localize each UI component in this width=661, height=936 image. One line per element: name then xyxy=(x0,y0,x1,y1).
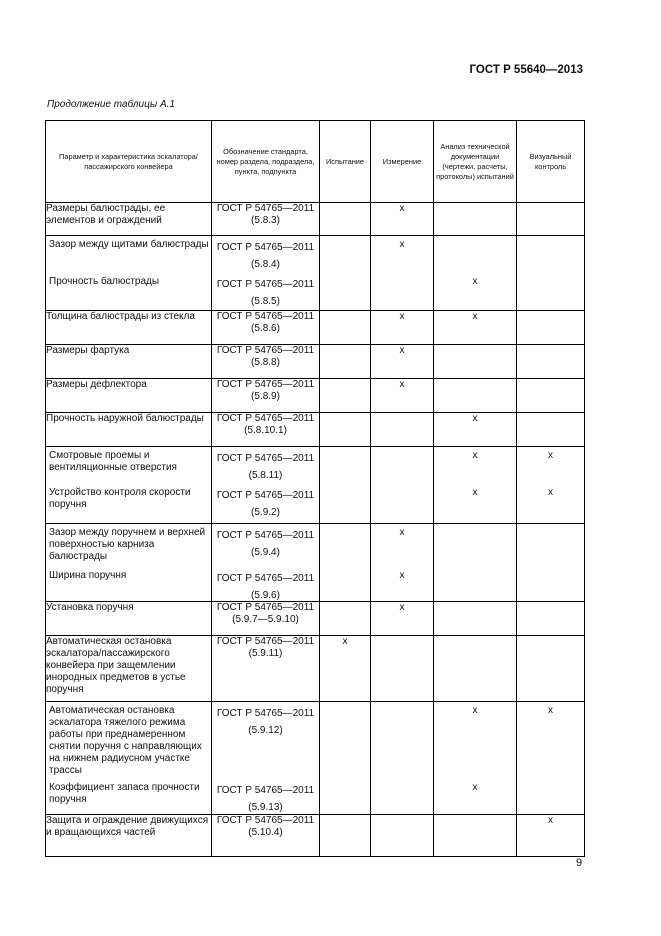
measure-cell xyxy=(371,447,433,484)
param-cell: Устройство контроля скорости поручня xyxy=(49,487,191,510)
docs-cell xyxy=(434,815,517,857)
standard-cell: ГОСТ Р 54765—2011 (5.9.6) xyxy=(216,573,315,601)
inspection-table xyxy=(45,120,585,857)
param-cell: Прочность балюстрады xyxy=(49,276,160,287)
header-parameter: Параметр и характеристика эскалатора/пассажирского конвейера xyxy=(46,121,212,203)
docs-cell: x xyxy=(472,276,478,287)
test-cell xyxy=(320,345,371,379)
docs-cell: x xyxy=(472,782,478,793)
param-cell: Защита и ограждение движущихся и вращающихся частей xyxy=(46,815,212,857)
docs-cell xyxy=(434,236,516,273)
visual-cell xyxy=(517,413,585,447)
param-cell: Установка поручня xyxy=(46,602,212,636)
standard-cell: ГОСТ Р 54765—2011 (5.9.11) xyxy=(212,636,320,702)
visual-cell xyxy=(517,379,585,413)
param-cell: Коэффициент запаса прочности поручня xyxy=(49,782,200,805)
measure-cell xyxy=(371,273,433,310)
param-cell: Размеры балюстрады, ее элементов и ограждений xyxy=(46,203,212,236)
standard-cell: ГОСТ Р 54765—2011 (5.8.10.1) xyxy=(212,413,320,447)
test-cell xyxy=(320,379,371,413)
measure-cell xyxy=(371,702,433,779)
measure-cell: x xyxy=(371,203,434,236)
visual-cell xyxy=(517,236,584,273)
test-cell xyxy=(320,524,370,567)
visual-cell xyxy=(517,273,584,310)
standard-cell: ГОСТ Р 54765—2011 (5.8.4) xyxy=(216,242,315,270)
docs-cell: x xyxy=(472,705,478,716)
table-row xyxy=(46,602,585,636)
visual-cell xyxy=(517,567,584,601)
measure-cell: x xyxy=(371,345,434,379)
measure-cell xyxy=(371,636,434,702)
param-cell: Зазор между щитами балюстрады xyxy=(49,239,209,250)
test-cell xyxy=(320,447,370,484)
test-cell xyxy=(320,815,371,857)
test-cell xyxy=(320,203,371,236)
param-cell: Размеры дефлектора xyxy=(46,379,212,413)
measure-cell: x xyxy=(371,602,434,636)
standard-cell: ГОСТ Р 54765—2011 (5.8.6) xyxy=(212,311,320,345)
test-cell xyxy=(320,484,370,523)
header-test: Испытание xyxy=(320,121,371,203)
param-cell: Толщина балюстрады из стекла xyxy=(46,311,212,345)
header-measurement: Измерение xyxy=(371,121,434,203)
test-cell xyxy=(320,236,370,273)
test-cell xyxy=(320,273,370,310)
docs-cell xyxy=(434,567,516,601)
standard-cell: ГОСТ Р 54765—2011 (5.10.4) xyxy=(212,815,320,857)
visual-cell: x xyxy=(517,815,585,857)
test-cell xyxy=(320,602,371,636)
table-row xyxy=(46,636,585,702)
document-code: ГОСТ Р 55640—2013 xyxy=(469,64,583,76)
visual-cell xyxy=(517,524,584,567)
table-row xyxy=(46,815,585,857)
table-header-row xyxy=(46,121,585,203)
table-row xyxy=(46,311,585,345)
docs-cell xyxy=(434,602,517,636)
measure-cell: x xyxy=(371,379,434,413)
measure-cell: x xyxy=(399,527,405,538)
docs-cell xyxy=(434,379,517,413)
header-doc-analysis: Анализ технической документации (чертежи, расчеты, протоколы) испытаний xyxy=(434,121,517,203)
visual-cell xyxy=(517,602,585,636)
docs-cell xyxy=(434,203,517,236)
standard-cell: ГОСТ Р 54765—2011 (5.9.12) xyxy=(216,708,315,736)
measure-cell: x xyxy=(399,570,405,581)
measure-cell: x xyxy=(399,239,405,250)
standard-cell: ГОСТ Р 54765—2011 (5.9.7—5.9.10) xyxy=(212,602,320,636)
table-row-group xyxy=(46,236,585,311)
param-cell: Смотровые проемы и вентиляционные отверстия xyxy=(49,450,177,473)
standard-cell: ГОСТ Р 54765—2011 (5.8.9) xyxy=(212,379,320,413)
page-number: 9 xyxy=(576,857,583,869)
param-cell: Ширина поручня xyxy=(49,570,127,581)
visual-cell: x xyxy=(548,487,553,498)
test-cell xyxy=(320,779,370,814)
param-cell: Прочность наружной балюстрады xyxy=(46,413,212,447)
measure-cell xyxy=(371,413,434,447)
param-cell: Размеры фартука xyxy=(46,345,212,379)
visual-cell: x xyxy=(548,450,553,461)
visual-cell xyxy=(517,779,584,814)
docs-cell xyxy=(434,636,517,702)
header-visual: Визуальный контроль xyxy=(517,121,585,203)
test-cell xyxy=(320,702,370,779)
header-standard: Обозначение стандарта, номер раздела, подраздела, пункта, подпункта xyxy=(212,121,320,203)
measure-cell: x xyxy=(371,311,434,345)
standard-cell: ГОСТ Р 54765—2011 (5.9.13) xyxy=(216,785,315,813)
table-row-group xyxy=(46,447,585,524)
table-row xyxy=(46,203,585,236)
test-cell xyxy=(320,311,371,345)
param-cell: Зазор между поручнем и верхней поверхностью карниза балюстрады xyxy=(49,527,206,562)
visual-cell: x xyxy=(548,705,553,716)
measure-cell xyxy=(371,779,433,814)
table-caption: Продолжение таблицы А.1 xyxy=(47,99,175,110)
visual-cell xyxy=(517,345,585,379)
docs-cell xyxy=(434,524,516,567)
standard-cell: ГОСТ Р 54765—2011 (5.8.5) xyxy=(216,279,315,307)
table-row-group xyxy=(46,524,585,602)
standard-cell: ГОСТ Р 54765—2011 (5.8.8) xyxy=(212,345,320,379)
test-cell: x xyxy=(320,636,371,702)
table-row-group xyxy=(46,702,585,815)
docs-cell xyxy=(434,345,517,379)
standard-cell: ГОСТ Р 54765—2011 (5.8.3) xyxy=(212,203,320,236)
table-row xyxy=(46,379,585,413)
visual-cell xyxy=(517,311,585,345)
measure-cell xyxy=(371,815,434,857)
param-cell: Автоматическая остановка эскалатора/пассажирского конвейера при защемлении инородных предметов в устье поручня xyxy=(46,636,212,702)
standard-cell: ГОСТ Р 54765—2011 (5.9.2) xyxy=(216,490,315,518)
visual-cell xyxy=(517,203,585,236)
table-row xyxy=(46,413,585,447)
test-cell xyxy=(320,413,371,447)
docs-cell: x xyxy=(472,450,478,461)
standard-cell: ГОСТ Р 54765—2011 (5.9.4) xyxy=(216,530,315,558)
docs-cell: x xyxy=(472,487,478,498)
param-cell: Автоматическая остановка эскалатора тяжелого режима работы при преднамеренном снятии поручня с направляющих на нижнем радиусном участке трассы xyxy=(49,705,202,776)
docs-cell: x xyxy=(434,413,517,447)
table-row xyxy=(46,345,585,379)
standard-cell: ГОСТ Р 54765—2011 (5.8.11) xyxy=(216,453,315,481)
docs-cell: x xyxy=(434,311,517,345)
visual-cell xyxy=(517,636,585,702)
test-cell xyxy=(320,567,370,601)
measure-cell xyxy=(371,484,433,523)
